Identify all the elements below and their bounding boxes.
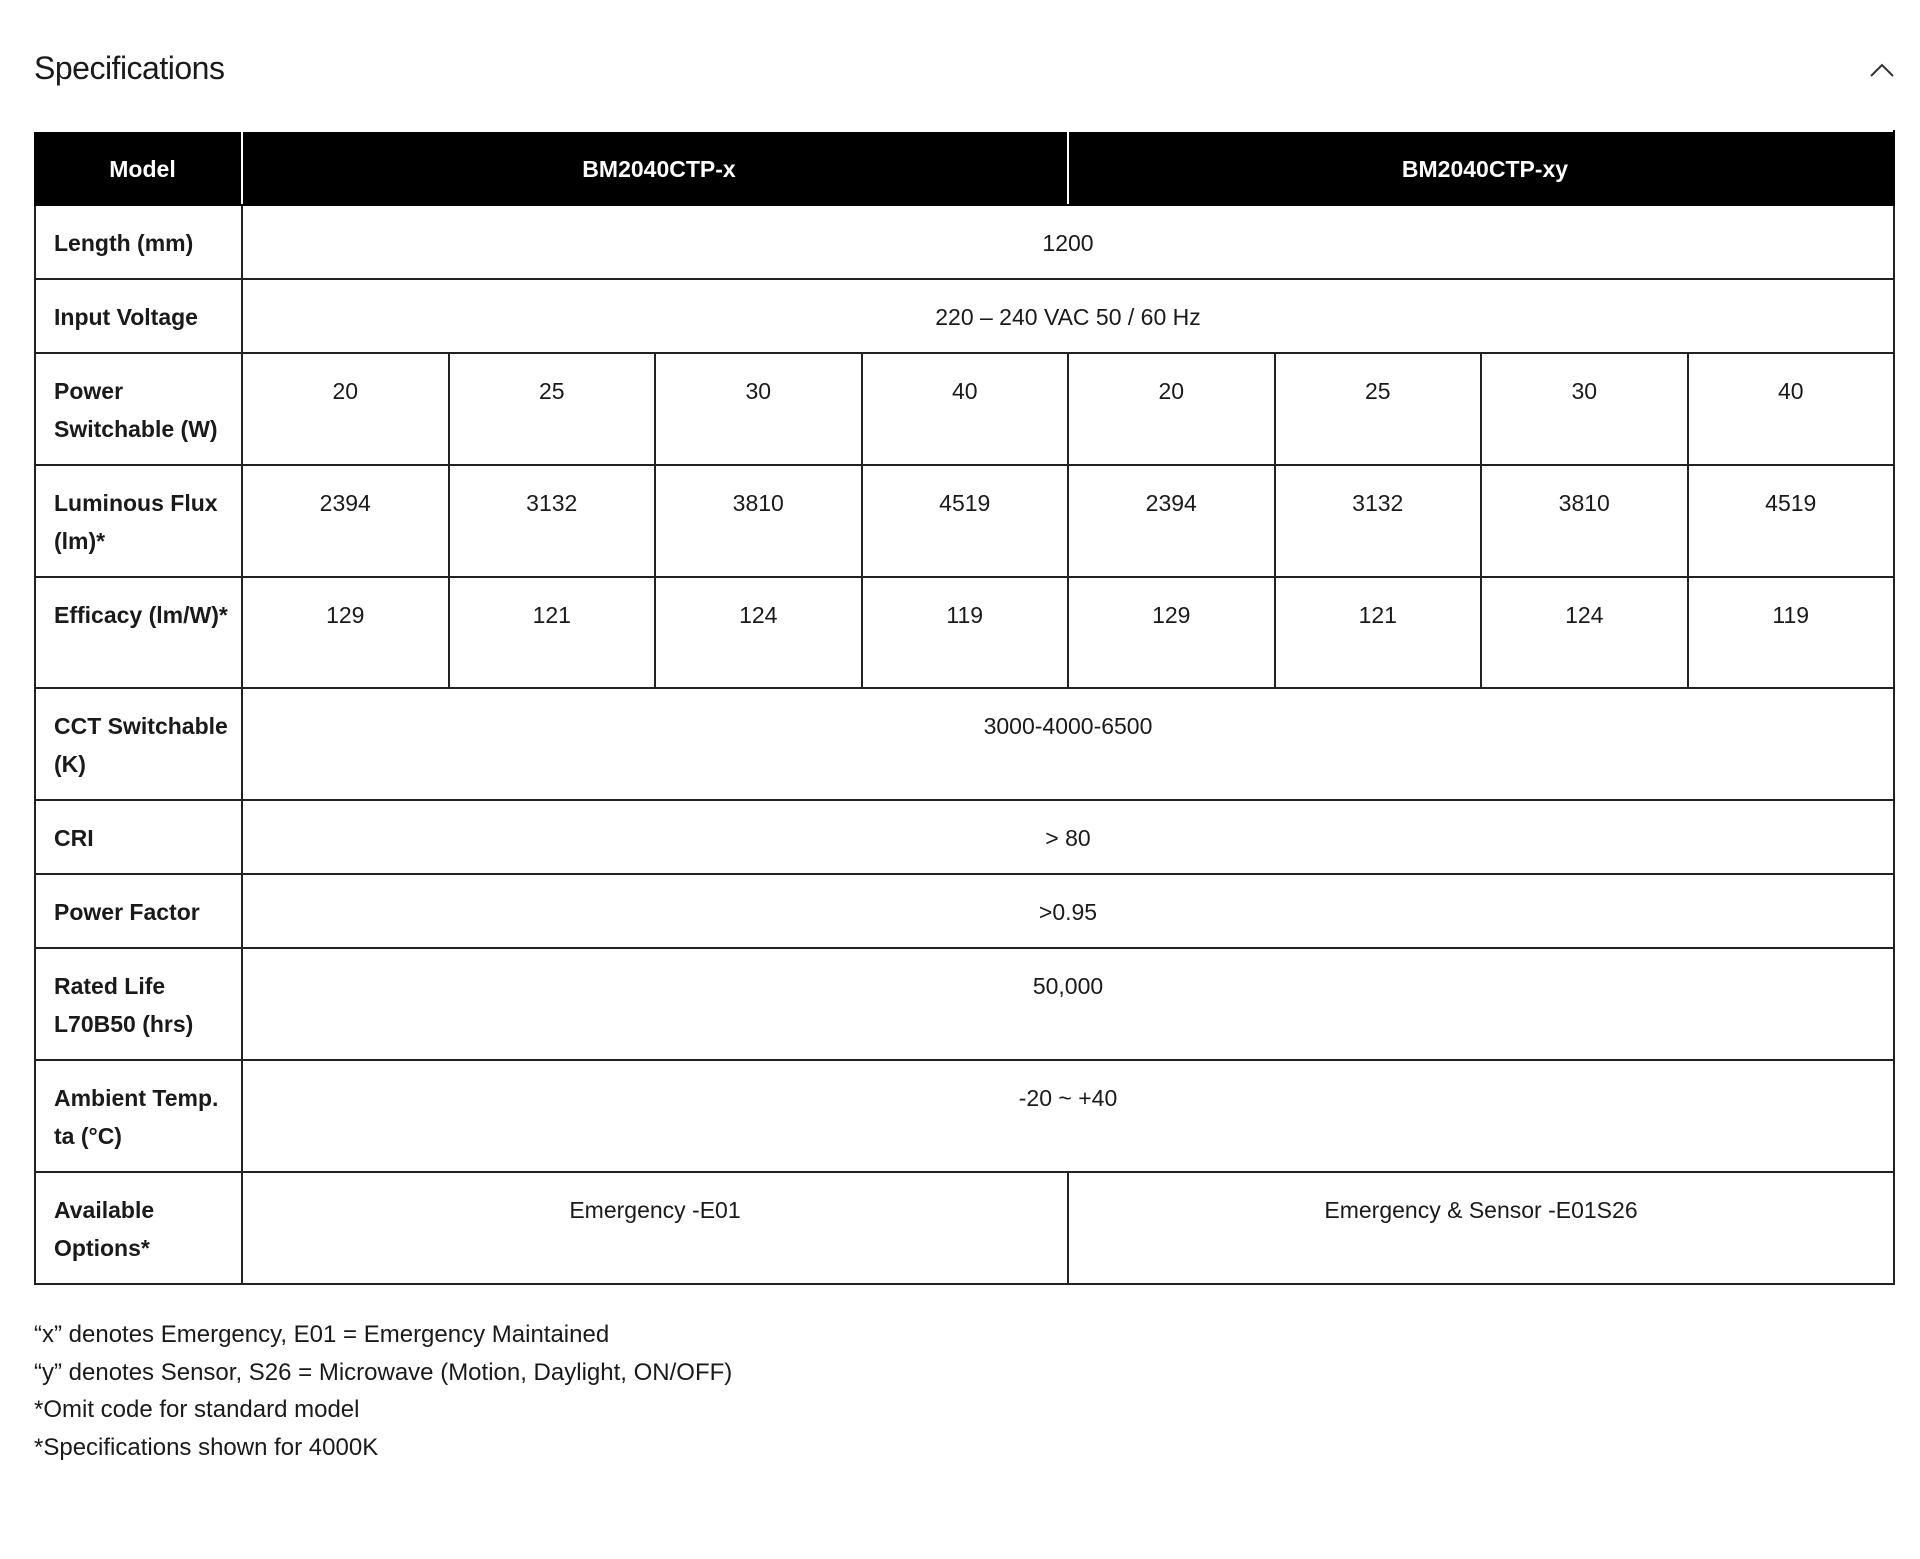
cell-value: 121	[1275, 577, 1482, 688]
cell-value: >0.95	[242, 874, 1894, 948]
table-row	[35, 1060, 1894, 1172]
header-model: Model	[35, 131, 242, 205]
header-model-x: BM2040CTP-x	[242, 131, 1068, 205]
footnote: *Omit code for standard model	[34, 1396, 360, 1424]
cell-value: 25	[449, 353, 656, 465]
cell-value: 20	[242, 353, 449, 465]
cell-value: 40	[1688, 353, 1895, 465]
row-label: Ambient Temp. ta (°C)	[35, 1060, 242, 1172]
table-row	[35, 577, 1894, 688]
section-title: Specifications	[34, 50, 225, 86]
table-row	[35, 874, 1894, 948]
footnotes	[34, 1316, 732, 1467]
cell-value: -20 ~ +40	[242, 1060, 1894, 1172]
cell-value: 40	[862, 353, 1069, 465]
cell-value: 50,000	[242, 948, 1894, 1060]
row-label: Available Options*	[35, 1172, 242, 1284]
header-model-xy: BM2040CTP-xy	[1068, 131, 1894, 205]
cell-value: 124	[655, 577, 862, 688]
table-row	[35, 353, 1894, 465]
cell-value: 30	[1481, 353, 1688, 465]
cell-value: > 80	[242, 800, 1894, 874]
table-row	[35, 279, 1894, 353]
table-row	[35, 688, 1894, 800]
row-label: Power Factor	[35, 874, 242, 948]
table-row	[35, 465, 1894, 577]
cell-value: 3132	[1275, 465, 1482, 577]
cell-value: 1200	[242, 205, 1894, 279]
cell-value: 30	[655, 353, 862, 465]
cell-option: Emergency & Sensor -E01S26	[1068, 1172, 1894, 1284]
footnote: “x” denotes Emergency, E01 = Emergency Maintained	[34, 1321, 610, 1348]
table-row	[35, 205, 1894, 279]
chevron-up-icon[interactable]	[1868, 60, 1896, 80]
cell-value: 20	[1068, 353, 1275, 465]
row-label: Rated Life L70B50 (hrs)	[35, 948, 242, 1060]
cell-value: 129	[1068, 577, 1275, 688]
specifications-table	[34, 130, 1895, 1285]
cell-value: 119	[862, 577, 1069, 688]
table-row	[35, 948, 1894, 1060]
row-label: CRI	[35, 800, 242, 874]
cell-value: 129	[242, 577, 449, 688]
row-label: Efficacy (lm/W)*	[35, 577, 242, 688]
footnote: *Specifications shown for 4000K	[34, 1434, 379, 1462]
cell-value: 121	[449, 577, 656, 688]
cell-value: 3810	[655, 465, 862, 577]
table-row	[35, 1172, 1894, 1284]
cell-value: 124	[1481, 577, 1688, 688]
table-row	[35, 800, 1894, 874]
cell-value: 25	[1275, 353, 1482, 465]
cell-value: 2394	[1068, 465, 1275, 577]
cell-value: 4519	[1688, 465, 1895, 577]
cell-value: 3000-4000-6500	[242, 688, 1894, 800]
row-label: Power Switchable (W)	[35, 353, 242, 465]
row-label: Luminous Flux (lm)*	[35, 465, 242, 577]
cell-value: 2394	[242, 465, 449, 577]
row-label: Length (mm)	[35, 205, 242, 279]
cell-value: 3132	[449, 465, 656, 577]
row-label: Input Voltage	[35, 279, 242, 353]
cell-value: 3810	[1481, 465, 1688, 577]
cell-value: 119	[1688, 577, 1895, 688]
cell-value: 4519	[862, 465, 1069, 577]
table-header-row	[35, 131, 1894, 205]
row-label: CCT Switchable (K)	[35, 688, 242, 800]
footnote: “y” denotes Sensor, S26 = Microwave (Motion, Daylight, ON/OFF)	[34, 1358, 733, 1386]
cell-option: Emergency -E01	[242, 1172, 1068, 1284]
cell-value: 220 – 240 VAC 50 / 60 Hz	[242, 279, 1894, 353]
